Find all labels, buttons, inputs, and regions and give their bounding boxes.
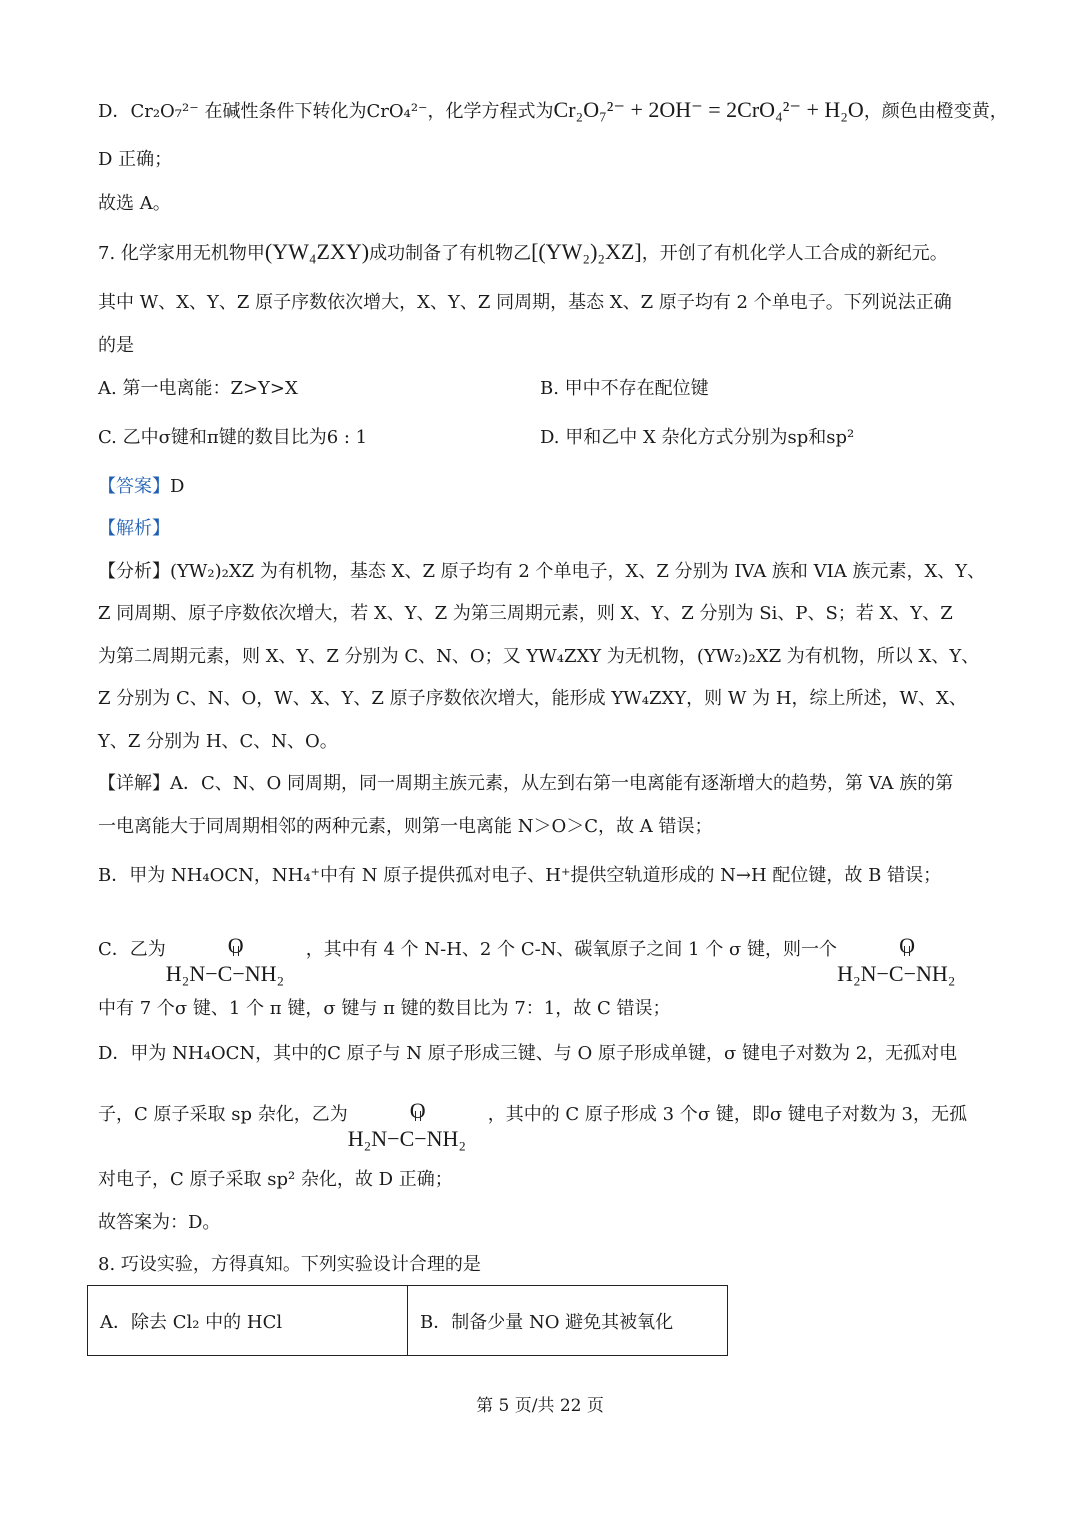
xiangjie-d-line2	[98, 1090, 968, 1151]
text: 成功制备了有机物乙	[369, 243, 532, 264]
compound-jia: (YW₄ZXY)	[264, 239, 370, 264]
urea-left: H₂N−	[165, 961, 218, 986]
xiangjie-d-line3: 对电子，C 原子采取 sp² 杂化，故 D 正确；	[98, 1169, 453, 1190]
text: ，其中的 C 原子形成 3 个σ 键，即σ 键电子对数为 3，无孤	[487, 1104, 968, 1125]
q7-option-a: A. 第一电离能：Z>Y>X	[98, 378, 298, 399]
text: 在碱性条件下转化为	[204, 101, 367, 122]
q8-options-table	[87, 1285, 728, 1356]
q8-stem: 8. 巧设实验，方得真知。下列实验设计合理的是	[98, 1254, 481, 1275]
select-conclusion: 故选 A。	[98, 193, 171, 214]
page-footer: 第 5 页/共 22 页	[476, 1396, 604, 1416]
fenxi-line: Z 分别为 C、N、O，W、X、Y、Z 原子序数依次增大，能形成 YW₄ZXY，则 W 为 H，综上所述，W、X、	[98, 688, 967, 709]
analysis-tag: 【解析】	[98, 518, 170, 539]
q7-stem-line3: 的是	[98, 335, 134, 356]
q7-option-d: D. 甲和乙中 X 杂化方式分别为sp和sp²	[540, 427, 855, 448]
urea-structure	[347, 1092, 488, 1151]
q8-cell-a: A．除去 Cl₂ 中的 HCl	[88, 1286, 408, 1356]
chromate-formula: CrO₄²⁻	[366, 101, 428, 122]
xiangjie-c	[98, 925, 977, 986]
text: C．乙为	[98, 939, 166, 960]
fenxi-line: Z 同周期、原子序数依次增大，若 X、Y、Z 为第三周期元素，则 X、Y、Z 分别为 Si、P、S；若 X、Y、Z	[98, 603, 953, 624]
urea-c: C	[217, 961, 233, 986]
urea-o: O	[899, 933, 915, 958]
q7-stem	[98, 239, 948, 267]
xiangjie-line: B．甲为 NH₄OCN，NH₄⁺中有 N 原子提供孤对电子、H⁺提供空轨道形成的 N→H 配位键，故 B 错误；	[98, 865, 942, 886]
xiangjie-line: 一电离能大于同周期相邻的两种元素，则第一电离能 N＞O＞C，故 A 错误；	[98, 816, 713, 837]
urea-left: H₂N−	[347, 1126, 400, 1151]
q8-cell-b: B．制备少量 NO 避免其被氧化	[408, 1286, 728, 1356]
text: ，开创了有机化学人工合成的新纪元。	[641, 243, 948, 264]
urea-structure	[837, 927, 977, 986]
urea-o: O	[227, 933, 244, 958]
answer-line	[98, 474, 184, 500]
urea-c: C	[399, 1126, 415, 1151]
xiangjie-line: 【详解】A．C、N、O 同周期，同一周期主族元素，从左到右第一电离能有逐渐增大的趋势，第 VA 族的第	[98, 773, 954, 794]
urea-o: O	[409, 1098, 426, 1123]
compound-yi: [(YW₂)₂XZ]	[531, 239, 642, 264]
text: 子，C 原子采取 sp 杂化，乙为	[98, 1104, 348, 1125]
equation: Cr₂O₇²⁻ + 2OH⁻ = 2CrO₄²⁻ + H₂O	[553, 97, 864, 122]
answer-tag: 【答案】	[98, 476, 170, 497]
urea-right: −NH₂	[414, 1126, 467, 1151]
urea-right: −NH₂	[232, 961, 285, 986]
text: 7. 化学家用无机物甲	[98, 243, 265, 264]
table-row	[88, 1286, 728, 1356]
fenxi-line: 为第二周期元素，则 X、Y、Z 分别为 C、N、O；又 YW₄ZXY 为无机物，(YW₂)₂XZ 为有机物，所以 X、Y、	[98, 646, 980, 667]
urea-c: C	[888, 961, 904, 986]
xiangjie-c-line2: 中有 7 个σ 键、1 个 π 键，σ 键与 π 键的数目比为 7：1，故 C 错误；	[98, 998, 671, 1019]
urea-left: H₂N−	[837, 961, 889, 986]
q7-option-b: B. 甲中不存在配位键	[540, 378, 709, 399]
dichromate-formula: Cr₂O₇²⁻	[130, 101, 199, 122]
answer-value: D	[170, 476, 185, 497]
text: ，颜色由橙变黄，	[863, 101, 1008, 122]
urea-row	[348, 1114, 466, 1164]
q7-stem-line2: 其中 W、X、Y、Z 原子序数依次增大，X、Y、Z 同周期，基态 X、Z 原子均有 2 个单电子。下列说法正确	[98, 292, 952, 313]
prev-option-d	[98, 97, 1008, 125]
q7-option-c: C. 乙中σ键和π键的数目比为6 : 1	[98, 427, 368, 448]
text: ，化学方程式为	[427, 101, 554, 122]
text: ，其中有 4 个 N-H、2 个 C-N、碳氧原子之间 1 个 σ 键，则一个	[305, 939, 838, 960]
urea-row	[166, 949, 284, 999]
fenxi-line: Y、Z 分别为 H、C、N、O。	[98, 731, 338, 752]
xiangjie-d-line1: D．甲为 NH₄OCN，其中的C 原子与 N 原子形成三键、与 O 原子形成单键，σ 键电子对数为 2，无孤对电	[98, 1043, 958, 1064]
prev-option-d-cont: D 正确；	[98, 149, 173, 170]
fenxi-line: 【分析】(YW₂)₂XZ 为有机物，基态 X、Z 原子均有 2 个单电子，X、Z 分别为 IVA 族和 VIA 族元素，X、Y、	[98, 561, 986, 582]
urea-row	[837, 949, 955, 999]
urea-structure	[165, 927, 306, 986]
label: D．	[98, 101, 131, 122]
urea-right: −NH₂	[903, 961, 956, 986]
conclusion: 故答案为：D。	[98, 1212, 221, 1233]
